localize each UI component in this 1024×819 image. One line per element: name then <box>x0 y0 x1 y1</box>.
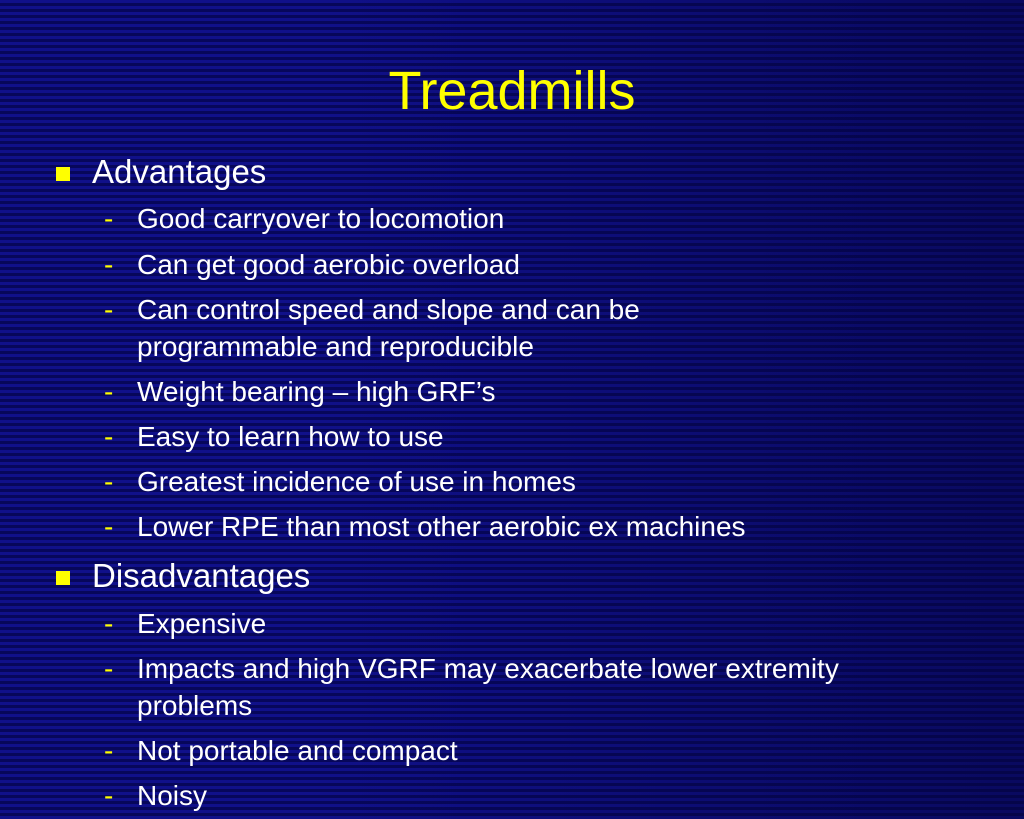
dash-bullet-icon: - <box>104 376 114 407</box>
dash-bullet-icon: - <box>104 203 114 234</box>
list-item-label: Weight bearing – high GRF’s <box>137 376 496 407</box>
dash-bullet-icon: - <box>104 735 114 766</box>
dash-bullet-icon: - <box>104 249 114 280</box>
section-heading-label: Advantages <box>92 153 267 190</box>
section-heading-label: Disadvantages <box>92 557 311 594</box>
slide-title: Treadmills <box>388 61 636 121</box>
dash-bullet-icon: - <box>104 294 114 325</box>
list-item-label: Can get good aerobic overload <box>137 249 520 280</box>
dash-bullet-icon: - <box>104 421 114 452</box>
dash-bullet-icon: - <box>104 653 114 684</box>
dash-bullet-icon: - <box>104 466 114 497</box>
list-item-label: Lower RPE than most other aerobic ex machines <box>137 511 746 542</box>
dash-bullet-icon: - <box>104 511 114 542</box>
list-item-label: Easy to learn how to use <box>137 421 444 452</box>
list-item-label: Greatest incidence of use in homes <box>137 466 576 497</box>
square-bullet-icon <box>56 167 70 181</box>
list-item-label: Expensive <box>137 608 267 639</box>
list-item-label: Impacts and high VGRF may exacerbate lower extremity problems <box>137 653 839 721</box>
list-item-label: Not portable and compact <box>137 735 458 766</box>
square-bullet-icon <box>56 571 70 585</box>
list-item-label: Can control speed and slope and can be programmable and reproducible <box>137 294 640 362</box>
dash-bullet-icon: - <box>104 608 114 639</box>
list-item-label: Noisy <box>137 780 208 811</box>
dash-bullet-icon: - <box>104 780 114 811</box>
list-item-label: Good carryover to locomotion <box>137 203 505 234</box>
